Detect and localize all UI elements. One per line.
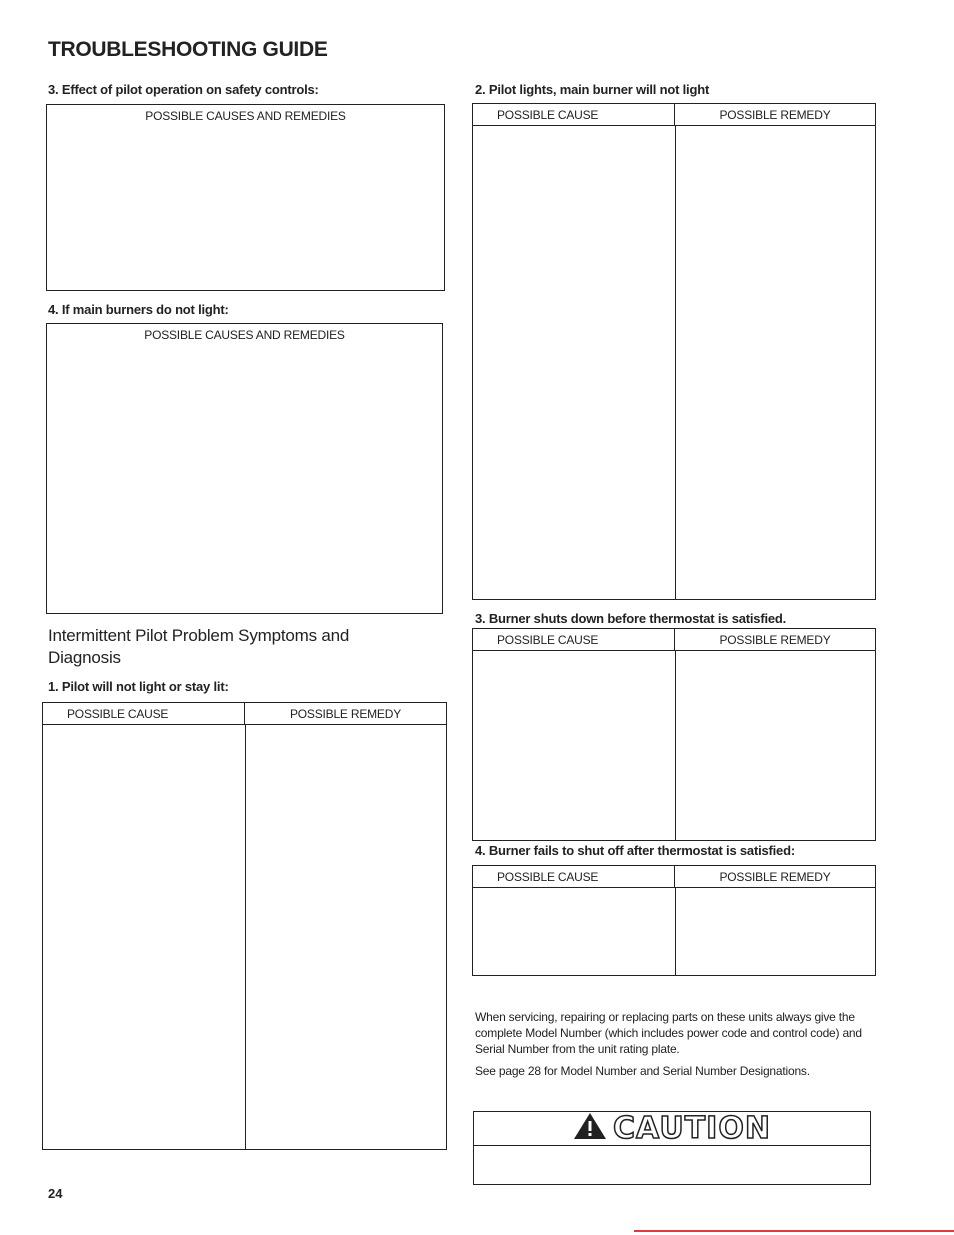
remedy-column	[246, 725, 446, 1149]
main-burner-not-light-table	[472, 103, 876, 600]
burner-shuts-down-heading: 3. Burner shuts down before thermostat is satisfied.	[475, 611, 787, 626]
servicing-note	[475, 1009, 871, 1085]
box-header: POSSIBLE CAUSES AND REMEDIES	[145, 109, 346, 123]
column-header-cause: POSSIBLE CAUSE	[473, 104, 675, 125]
pilot-not-light-heading: 1. Pilot will not light or stay lit:	[48, 679, 229, 694]
section-3-heading: 3. Effect of pilot operation on safety controls:	[48, 82, 319, 97]
section-4-heading: 4. If main burners do not light:	[48, 302, 229, 317]
page-number: 24	[48, 1186, 63, 1201]
warning-triangle-icon	[573, 1112, 607, 1145]
page-title: TROUBLESHOOTING GUIDE	[48, 38, 328, 61]
column-header-remedy: POSSIBLE REMEDY	[719, 633, 831, 647]
burner-fails-shut-off-heading: 4. Burner fails to shut off after thermostat is satisfied:	[475, 843, 795, 858]
remedy-column	[676, 126, 875, 599]
column-header-cause: POSSIBLE CAUSE	[473, 866, 675, 887]
box-header: POSSIBLE CAUSES AND REMEDIES	[144, 328, 345, 342]
pilot-not-light-table	[42, 702, 447, 1150]
cause-column	[43, 725, 246, 1149]
servicing-note-text: When servicing, repairing or replacing parts on these units always give the complete Model Number (which includes power code and control code) and Serial Number from the unit rating plate.	[475, 1010, 862, 1056]
cause-column	[473, 126, 676, 599]
cause-column	[473, 651, 676, 840]
column-header-remedy: POSSIBLE REMEDY	[719, 870, 831, 884]
model-number-reference: See page 28 for Model Number and Serial Number Designations.	[475, 1064, 810, 1078]
main-burners-box	[46, 323, 443, 614]
caution-banner	[474, 1112, 870, 1146]
column-header-cause: POSSIBLE CAUSE	[43, 703, 245, 724]
column-header-cause: POSSIBLE CAUSE	[473, 629, 675, 650]
intermittent-pilot-heading: Intermittent Pilot Problem Symptoms and Diagnosis	[48, 626, 350, 667]
remedy-column	[676, 651, 875, 840]
caution-label: CAUTION	[613, 1111, 771, 1146]
safety-controls-box	[46, 104, 445, 291]
remedy-column	[676, 888, 875, 975]
cause-column	[473, 888, 676, 975]
column-header-remedy: POSSIBLE REMEDY	[719, 108, 831, 122]
column-header-remedy: POSSIBLE REMEDY	[289, 707, 402, 721]
main-burner-not-light-heading: 2. Pilot lights, main burner will not light	[475, 82, 710, 97]
burner-shuts-down-table	[472, 628, 876, 841]
burner-fails-shut-off-table	[472, 865, 876, 976]
caution-box	[473, 1111, 871, 1185]
accent-line	[634, 1230, 954, 1232]
